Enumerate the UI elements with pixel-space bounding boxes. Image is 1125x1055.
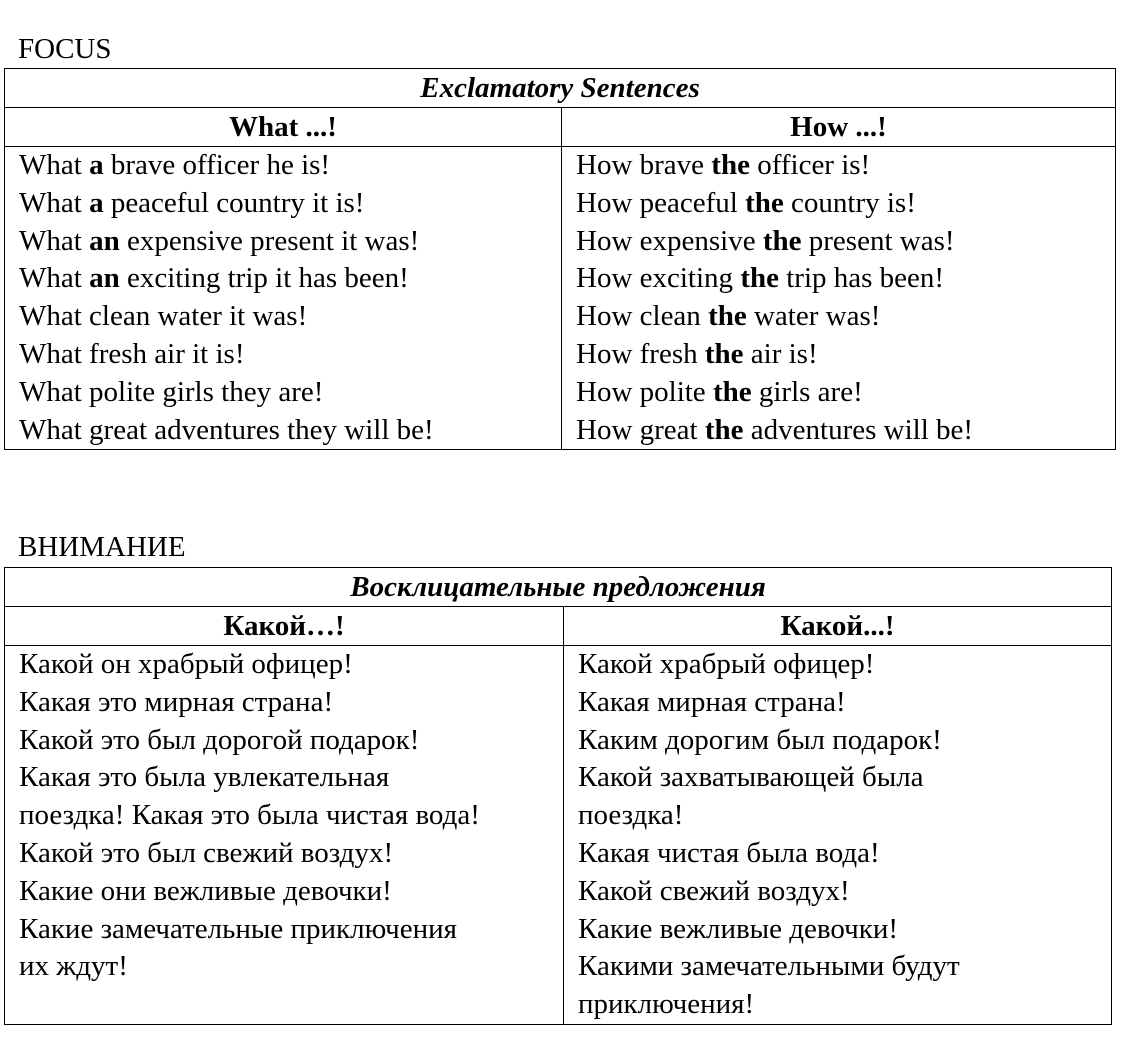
sentence-line: Какие замечательные приключения (19, 912, 457, 945)
sentence-text: brave officer he is! (103, 149, 331, 181)
sentence-line (576, 147, 1101, 185)
sentence-text: What fresh air it is! (19, 337, 245, 370)
sentence-text: How clean (576, 300, 709, 333)
sentence-text: trip has been! (778, 262, 945, 295)
table-title-ru: Восклицательные предложения (5, 568, 1112, 607)
sentence-text: What (19, 262, 90, 295)
sentence-line: приключения! (578, 988, 755, 1021)
sentence-line: Какая чистая была вода! (578, 836, 880, 869)
sentence-line: Какая мирная страна! (578, 685, 846, 718)
sentence-line (19, 298, 547, 336)
sentence-text: How exciting (576, 262, 741, 295)
sentence-line (19, 185, 547, 223)
sentence-line (576, 336, 1101, 374)
vnimanie-label: ВНИМАНИЕ (18, 531, 186, 563)
sentence-line (19, 374, 547, 412)
sentence-text: How great (576, 413, 705, 446)
sentence-text: How fresh (576, 337, 705, 370)
sentence-line (576, 298, 1101, 336)
sentence-line (19, 336, 547, 374)
sentence-text: girls are! (751, 375, 863, 408)
table-title-en: Exclamatory Sentences (5, 69, 1116, 108)
sentence-text: present was! (801, 224, 955, 257)
sentence-line (19, 223, 547, 261)
sentence-text: What (19, 149, 90, 181)
kakoy-sentences-left-cell (5, 646, 564, 1025)
article-emphasis: the (711, 149, 750, 181)
column-header-kakoy-left: Какой…! (5, 607, 564, 646)
sentence-line: Какая это мирная страна! (19, 685, 334, 718)
sentence-line: Какой он храбрый офицер! (19, 648, 353, 680)
sentence-line (576, 185, 1101, 223)
sentence-line: Каким дорогим был подарок! (578, 723, 942, 756)
sentence-line: Какие они вежливые девочки! (19, 874, 392, 907)
sentence-text: peaceful country it is! (103, 186, 365, 219)
sentence-text: exciting trip it has been! (119, 262, 409, 295)
article-emphasis: the (762, 224, 802, 257)
sentence-text: How polite (576, 375, 713, 408)
article-emphasis: the (708, 300, 747, 333)
sentence-line (576, 223, 1101, 261)
sentence-line: Какой свежий воздух! (578, 874, 850, 907)
sentence-line (19, 412, 547, 450)
sentence-text: water was! (746, 300, 881, 333)
exclamatory-table-ru (4, 567, 1112, 1025)
sentence-line: поездка! (578, 799, 684, 832)
sentence-line (576, 374, 1101, 412)
article-emphasis: a (89, 186, 104, 219)
sentence-line: Какой храбрый офицер! (578, 648, 875, 680)
sentence-text: How expensive (576, 224, 763, 257)
sentence-text: expensive present it was! (119, 224, 420, 257)
sentence-text: What (19, 224, 90, 257)
sentence-line: Какой это был дорогой подарок! (19, 723, 420, 756)
article-emphasis: the (745, 186, 784, 219)
article-emphasis: an (89, 224, 120, 257)
focus-label: FOCUS (18, 33, 112, 65)
article-emphasis: an (89, 262, 120, 295)
sentence-text: How brave (576, 149, 712, 181)
article-emphasis: the (704, 337, 744, 370)
sentence-text: How peaceful (576, 186, 746, 219)
sentence-text: What (19, 186, 90, 219)
sentence-line: Какой это был свежий воздух! (19, 836, 394, 869)
sentence-text: air is! (743, 337, 818, 370)
sentence-line: Какой захватывающей была (578, 761, 924, 794)
exclamatory-table-en (4, 68, 1116, 450)
kakoy-sentences-right-cell (564, 646, 1112, 1025)
sentence-line: Какие вежливые девочки! (578, 912, 899, 945)
sentence-text: What clean water it was! (19, 300, 308, 333)
article-emphasis: a (89, 149, 104, 181)
sentence-text: adventures will be! (743, 413, 974, 446)
article-emphasis: the (704, 413, 744, 446)
sentence-line: поездка! Какая это была чистая вода! (19, 799, 480, 832)
sentence-line (576, 260, 1101, 298)
article-emphasis: the (740, 262, 779, 295)
column-header-kakoy-right: Какой...! (564, 607, 1112, 646)
sentence-line (576, 412, 1101, 450)
sentence-line (19, 260, 547, 298)
sentence-line: Какая это была увлекательная (19, 761, 390, 794)
sentence-line (19, 147, 547, 185)
column-header-what: What ...! (5, 108, 562, 147)
sentence-text: officer is! (749, 149, 871, 181)
sentence-line: их ждут! (19, 950, 128, 983)
sentence-text: What great adventures they will be! (19, 413, 434, 446)
sentence-line: Какими замечательными будут (578, 950, 960, 983)
what-sentences-cell (5, 147, 562, 450)
sentence-text: country is! (783, 186, 916, 219)
article-emphasis: the (712, 375, 752, 408)
column-header-how: How ...! (562, 108, 1116, 147)
sentence-text: What polite girls they are! (19, 375, 324, 408)
how-sentences-cell (562, 147, 1116, 450)
